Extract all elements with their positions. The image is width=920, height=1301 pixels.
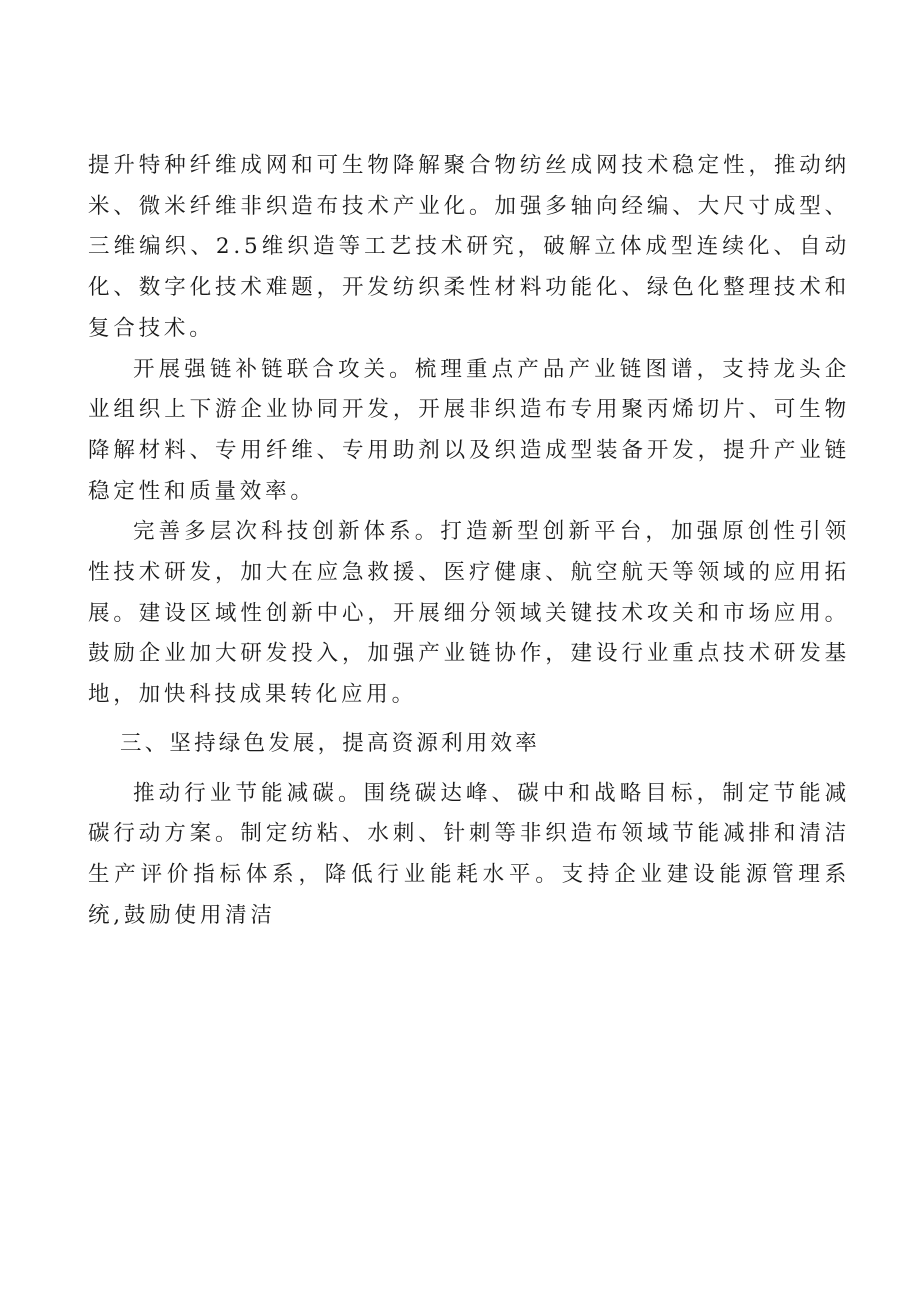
paragraph-technology-stability: 提升特种纤维成网和可生物降解聚合物纺丝成网技术稳定性，推动纳米、微米纤维非织造布技术产业化。加强多轴向经编、大尺寸成型、三维编织、2.5维织造等工艺技术研究，破解立体成型连续化、自动化、数字化技术难题，开发纺织柔性材料功能化、绿色化整理技术和复合技术。 [88,153,850,341]
paragraph-energy-saving: 推动行业节能减碳。围绕碳达峰、碳中和战略目标，制定节能减碳行动方案。制定纺粘、水刺、针刺等非织造布领域节能减排和清洁生产评价指标体系，降低行业能耗水平。支持企业建设能源管理系统,鼓励使用清洁 [88,780,850,928]
paragraph-strengthen-chain: 开展强链补链联合攻关。梳理重点产品产业链图谱，支持龙头企业组织上下游企业协同开发，开展非织造布专用聚丙烯切片、可生物降解材料、专用纤维、专用助剂以及织造成型装备开发，提升产业链稳定性和质量效率。 [88,356,850,504]
paragraph-innovation-system: 完善多层次科技创新体系。打造新型创新平台，加强原创性引领性技术研发，加大在应急救援、医疗健康、航空航天等领域的应用拓展。建设区域性创新中心，开展细分领域关键技术攻关和市场应用。鼓励企业加大研发投入，加强产业链协作，建设行业重点技术研发基地，加快科技成果转化应用。 [88,519,850,708]
section-heading-green-development: 三、坚持绿色发展，提高资源利用效率 [120,730,540,756]
document-body [88,146,850,936]
